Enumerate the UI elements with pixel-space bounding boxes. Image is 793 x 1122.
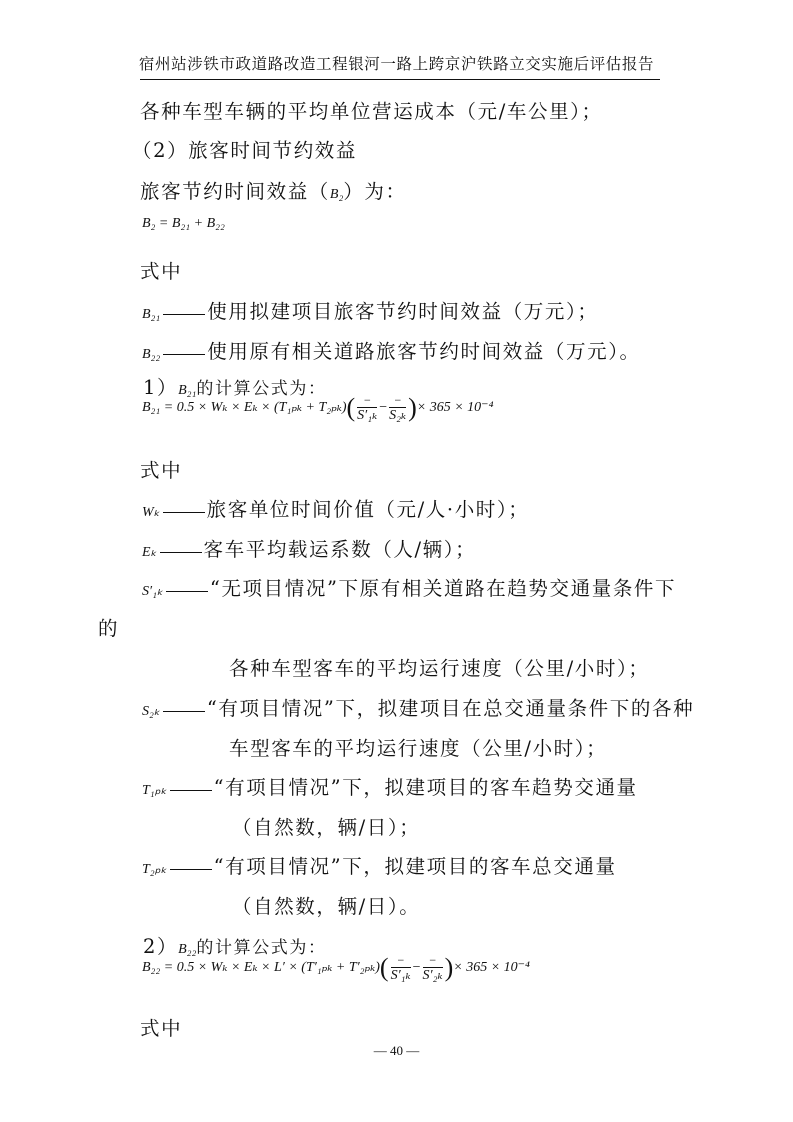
text-line: （自然数，辆/日）。 [232,895,421,918]
section-heading-2: 2）B₂₂的计算公式为： [143,935,327,958]
page-header: 宿州站涉铁市政道路改造工程银河一路上跨京沪铁路立交实施后评估报告 [138,55,655,73]
label-shizhong: 式中 [140,459,183,482]
text-line: 各种车型客车的平均运行速度（公里/小时）； [229,657,650,680]
section-heading: （2）旅客时间节约效益 [132,139,358,162]
definition-b21: B₂₁ 使用拟建项目旅客节约时间效益（万元）； [142,300,599,323]
text-line: 车型客车的平均运行速度（公里/小时）； [229,737,608,760]
text-line: 旅客节约时间效益（B₂）为： [140,180,407,203]
section-heading-1: 1）B₂₁的计算公式为： [143,376,327,399]
definition-b22: B₂₂ 使用原有相关道路旅客节约时间效益（万元）。 [142,340,641,363]
equation-b2: B₂ = B₂₁ + B₂₂ [142,216,225,231]
definition-t1pk: T₁ₚₖ “有项目情况”下，拟建项目的客车趋势交通量 [142,776,638,799]
equation-b21: B₂₁ = 0.5 × Wₖ × Eₖ × (T₁ₚₖ + T₂ₚₖ)( $\frac{-}{\text{S′₁ₖ}}$ − $\frac{-}{\text{S₂ₖ}}$ )× 365 × 10⁻⁴ [142,392,494,423]
label-shizhong: 式中 [140,1017,183,1040]
definition-s2k: S₂ₖ “有项目情况”下，拟建项目在总交通量条件下的各种 [142,697,695,720]
page-number: — 40 — [373,1043,420,1058]
header-rule [140,79,660,80]
definition-ek: Eₖ 客车平均载运系数（人/辆）； [142,538,477,561]
text-line: 的 [98,617,120,640]
text-line: 各种车型车辆的平均单位营运成本（元/车公里）； [140,100,603,123]
definition-wk: Wₖ 旅客单位时间价值（元/人·小时）； [142,498,530,521]
equation-b22: B₂₂ = 0.5 × Wₖ × Eₖ × L′ × (T′₁ₚₖ + T′₂ₚₖ)( $\frac{-}{\text{S′₁ₖ}}$ − $\frac{-}{\text{S′₂ₖ}}$ )× 365 × 10⁻⁴ [142,952,530,983]
text-line: （自然数，辆/日）； [232,816,421,839]
label-shizhong: 式中 [140,260,183,283]
definition-t2pk: T₂ₚₖ “有项目情况”下，拟建项目的客车总交通量 [142,855,617,878]
definition-s1k: S′₁ₖ “无项目情况”下原有相关道路在趋势交通量条件下 [142,577,677,600]
